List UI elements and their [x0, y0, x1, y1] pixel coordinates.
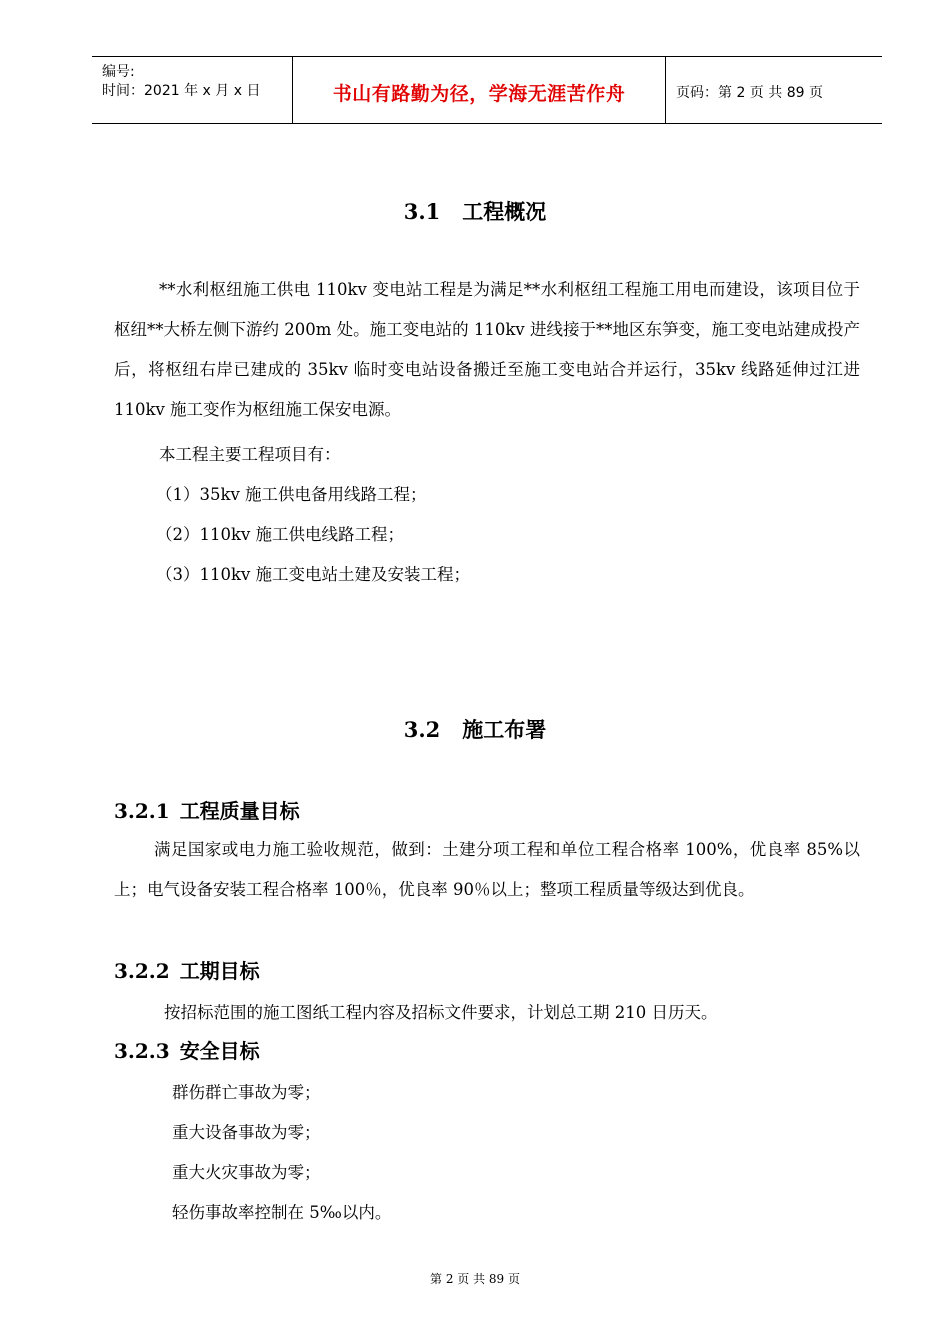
page-header [92, 56, 882, 124]
section-3-2-heading [0, 714, 950, 744]
items-intro: 本工程主要工程项目有： [159, 445, 341, 464]
section-title: 工程概况 [462, 199, 547, 224]
subsection-number: 3.2.2 [114, 959, 170, 983]
list-item: （2）110kv 施工供电线路工程； [156, 525, 405, 544]
header-page-cell [666, 57, 882, 123]
subsection-title: 安全目标 [179, 1039, 260, 1063]
subsection-title: 工程质量目标 [179, 799, 300, 823]
subsection-number: 3.2.1 [114, 799, 170, 823]
section-title: 施工布署 [462, 717, 547, 742]
quality-target-text: 满足国家或电力施工验收规范，做到：土建分项工程和单位工程合格率 100%，优良率 85%以上；电气设备安装工程合格率 100％，优良率 90％以上；整项工程质量等级达到优良。 [114, 840, 860, 899]
section-3-1-heading [0, 196, 950, 226]
header-meta-cell [92, 57, 293, 123]
safety-item: 轻伤事故率控制在 5‰以内。 [172, 1203, 392, 1222]
quality-target-paragraph [114, 830, 860, 910]
list-item: （1）35kv 施工供电备用线路工程； [156, 485, 427, 504]
document-date: 时间：2021 年 x 月 x 日 [102, 83, 261, 99]
section-3-1-paragraph [114, 270, 860, 430]
section-number: 3.1 [403, 199, 441, 224]
subsection-3-2-3-heading [114, 1035, 260, 1064]
subsection-number: 3.2.3 [114, 1039, 170, 1063]
document-number-label: 编号: [102, 64, 135, 80]
safety-item: 群伤群亡事故为零； [172, 1083, 321, 1102]
section-number: 3.2 [403, 717, 441, 742]
safety-item: 重大设备事故为零； [172, 1123, 321, 1142]
list-item: （3）110kv 施工变电站土建及安装工程； [156, 565, 471, 584]
subsection-3-2-1-heading [114, 795, 300, 824]
safety-item: 重大火灾事故为零； [172, 1163, 321, 1182]
schedule-target-text: 按招标范围的施工图纸工程内容及招标文件要求，计划总工期 210 日历天。 [164, 1003, 718, 1022]
subsection-title: 工期目标 [179, 959, 260, 983]
overview-text: **水利枢纽施工供电 110kv 变电站工程是为满足**水利枢纽工程施工用电而建设，该项目位于枢纽**大桥左侧下游约 200m 处。施工变电站的 110kv 进线接于**地区东笋变，施工变电站建成投产后，将枢纽右岸已建成的 35kv 临时变电站设备搬迁至施工变电站合并运行，35kv 线路延伸过江进 110kv 施工变作为枢纽施工保安电源。 [114, 280, 860, 419]
header-page-info: 页码：第 2 页 共 89 页 [676, 85, 823, 101]
header-motto: 书山有路勤为径，学海无涯苦作舟 [332, 83, 626, 105]
page-footer: 第 2 页 共 89 页 [430, 1272, 520, 1286]
header-motto-cell [293, 57, 666, 123]
subsection-3-2-2-heading [114, 955, 260, 984]
